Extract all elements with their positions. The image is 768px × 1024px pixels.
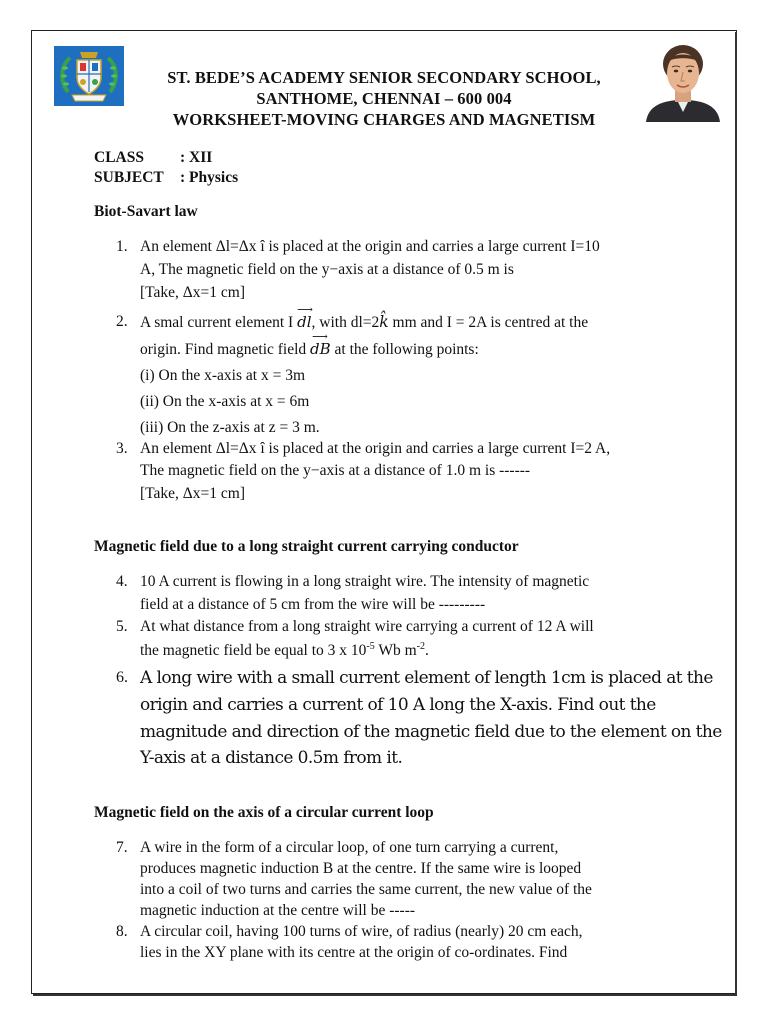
question-2-text: , with dl=2 [311,314,380,331]
question-1-line-1: An element Δl=Δx î is placed at the origin and carries a large current I=10 [140,238,600,255]
question-number: 4. [116,573,128,590]
question-4-line-2: field at a distance of 5 cm from the wire will be --------- [140,596,486,613]
vector-dl [297,303,313,331]
worksheet-title: WORKSHEET-MOVING CHARGES AND MAGNETISM [172,110,596,129]
question-5-text: Wb m [374,642,417,660]
question-number: 2. [116,313,128,330]
question-2-text: at the following points: [330,341,479,358]
question-number: 3. [116,440,128,457]
question-6-line-4: Y-axis at a distance 0.5m from it. [140,748,403,768]
question-4-line-1: 10 A current is flowing in a long straight wire. The intensity of magnetic [140,573,590,590]
vector-dB [310,330,331,358]
question-2-point-2: (ii) On the x-axis at x = 6m [140,393,310,410]
question-2-text: A smal current element I [140,314,298,331]
question-number: 5. [116,618,128,635]
question-1-line-3: [Take, Δx=1 cm] [140,284,245,301]
subject-label: SUBJECT [94,169,164,186]
question-number: 1. [116,238,128,255]
school-address: SANTHOME, CHENNAI – 600 004 [256,89,512,108]
exponent: -2 [416,641,425,652]
unit-vector-k: k̂ [379,313,389,331]
vector-dl-label: dl [297,313,312,331]
question-7-line-2: produces magnetic induction B at the centre. If the same wire is looped [140,860,582,877]
question-6-line-3: magnitude and direction of the magnetic field due to the element on the [140,722,722,742]
question-number: 7. [116,839,128,856]
question-3-line-3: [Take, Δx=1 cm] [140,485,245,502]
question-7-line-4: magnetic induction at the centre will be ----- [140,902,416,919]
question-6-line-1: A long wire with a small current element of length 1cm is placed at the [140,668,713,688]
question-number: 8. [116,923,128,940]
question-2-text: mm and I = 2A is centred at the [388,314,589,331]
question-7-line-1: A wire in the form of a circular loop, of one turn carrying a current, [140,839,559,856]
question-2-line-1 [140,303,589,332]
vector-arrow-icon: ⟶ [312,330,328,343]
question-5-line-2 [140,641,429,660]
question-3-line-2: The magnetic field on the y−axis at a distance of 1.0 m is ------ [140,462,531,479]
question-3-line-1: An element Δl=Δx î is placed at the origin and carries a large current I=2 A, [140,440,611,457]
founder-portrait-icon [644,40,722,122]
vector-dB-label: dB [310,340,331,358]
question-2-line-2 [140,330,479,359]
question-6-line-2: origin and carries a current of 10 A long the X-axis. Find out the [140,695,656,715]
subject-value: : Physics [180,169,239,186]
section-heading-circular-loop: Magnetic field on the axis of a circular current loop [94,804,434,821]
school-name: ST. BEDE’S ACADEMY SENIOR SECONDARY SCHOOL, [167,68,601,87]
question-5-line-1: At what distance from a long straight wire carrying a current of 12 A will [140,618,594,635]
question-1-line-2: A, The magnetic field on the y−axis at a distance of 0.5 m is [140,261,514,278]
question-5-text: the magnetic field be equal to 3 x 10 [140,642,367,660]
question-8-line-2: lies in the XY plane with its centre at the origin of co-ordinates. Find [140,944,568,961]
vector-arrow-icon: ⟶ [297,303,313,316]
class-value: : XII [180,149,213,166]
school-crest-icon [54,46,124,106]
exponent: -5 [366,641,375,652]
question-2-point-3: (iii) On the z-axis at z = 3 m. [140,419,320,436]
question-8-line-1: A circular coil, having 100 turns of wire, of radius (nearly) 20 cm each, [140,923,583,940]
question-2-point-1: (i) On the x-axis at x = 3m [140,367,305,384]
section-heading-straight-conductor: Magnetic field due to a long straight current carrying conductor [94,538,519,555]
question-5-text: . [425,642,429,660]
question-number: 6. [116,669,128,686]
class-label: CLASS [94,149,144,166]
section-heading-biot-savart: Biot-Savart law [94,203,198,220]
question-2-text: origin. Find magnetic field [140,341,311,358]
question-7-line-3: into a coil of two turns and carries the same current, the new value of the [140,881,592,898]
